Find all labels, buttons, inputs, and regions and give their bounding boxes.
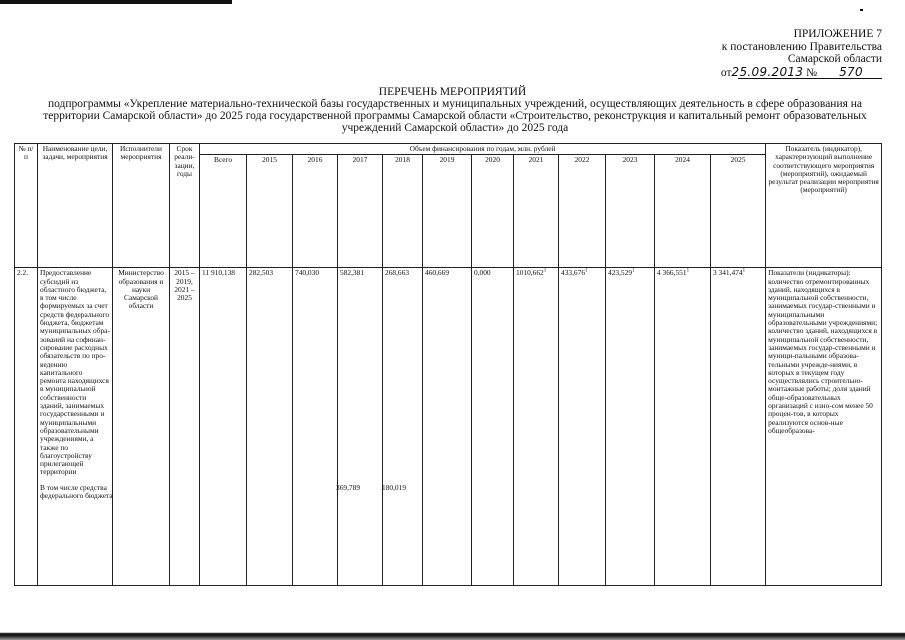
header-year: 2022 (559, 155, 606, 268)
row-executor: Министерство образования и науки Самарской области (113, 268, 170, 586)
date-prefix: от (720, 67, 732, 79)
appendix-heading: ПРИЛОЖЕНИЕ 7 (793, 28, 882, 40)
row-num: 2.2. (15, 268, 38, 586)
appendix-date-line (692, 66, 882, 79)
table-row (15, 268, 882, 586)
row-value: 582,381 (338, 268, 383, 586)
header-name: Наименование цели, задачи, мероприятия (38, 144, 113, 268)
header-funding: Объем финансирования по годам, млн. рублей (200, 144, 766, 155)
row-value: 4 366,551$^1$ (655, 268, 711, 586)
row-value: 1010,662$^1$ (514, 268, 559, 586)
header-year: 2023 (606, 155, 655, 268)
document-subtitle: подпрограммы «Укрепление материально-технической базы государственных и муниципальных учреждений, осуществляющих деятельность в сфере образования на территории Самарской области» до 2025 года государственной программы Самарской области «Строительство, реконструкция и капитальный ремонт образовательных учреждений Самарской области» до 2025 года (43, 98, 867, 134)
row-name-text: Предоставление субсидий из областного бюджета, в том числе формируемых за счет средств федерального бюджета, бюджетам муниципальных обра-зований на софинан-сирование расходных обязательств по про-ведению капитального ремонта находящихся в муниципальной собственности зданий, занимаемых государственными и муниципальными образовательными учреждениями, а также по благоустройству прилегающей территории (40, 268, 110, 477)
header-year: 2016 (293, 155, 338, 268)
row-value: 0,000 (472, 268, 514, 586)
header-term: Срок реали-зации, годы (170, 144, 200, 268)
federal-budget-label: В том числе средства федерального бюджета (40, 483, 113, 501)
scan-edge-bar (0, 0, 232, 4)
row-value: 433,676$^1$ (559, 268, 606, 586)
header-year: 2020 (472, 155, 514, 268)
header-year: 2017 (338, 155, 383, 268)
number-value: 570 (839, 65, 863, 79)
header-total: Всего (200, 155, 247, 268)
number-prefix: № (806, 67, 818, 79)
document-heading: ПЕРЕЧЕНЬ МЕРОПРИЯТИЙ (378, 86, 527, 98)
header-year: 2024 (655, 155, 711, 268)
header-year: 2021 (514, 155, 559, 268)
header-year: 2025 (711, 155, 766, 268)
measures-table (14, 143, 882, 586)
header-year: 2019 (423, 155, 472, 268)
row-total: 11 910,138 (200, 268, 247, 586)
date-value: 25.09.2013 (731, 65, 804, 79)
row-value: 3 341,474$^1$ (711, 268, 766, 586)
row-term: 2015 – 2019, 2021 – 2025 (170, 268, 200, 586)
row-indicator: Показатели (индикаторы): количество отремонтированных зданий, находящихся в муниципальной собственности, занимаемых государ-ственными и муниципальными образовательными учреждениями; количество зданий, находящихся в муниципальной собственности, занимаемых государ-ственными и муници-пальными образова-тельными учрежде-ниями, в которых в текущем году осуществлялись строительно-монтажные работы; доля зданий обще-образовательных организаций с изно-сом менее 50 процен-тов, в которых реализуются основ-ные общеобразова- (766, 268, 882, 586)
row-name (38, 268, 113, 586)
federal-2016-value: 369,789 (336, 483, 361, 492)
header-indicator: Показатель (индикатор), характеризующий выполнение соответствующего мероприятия (мероприятий), ожидаемый результат реализации мероприятия (мероприятий) (766, 144, 882, 268)
header-num: № п/п (15, 144, 38, 268)
row-value: 268,663 (383, 268, 423, 586)
header-year: 2018 (383, 155, 423, 268)
federal-2017-value: 180,019 (382, 483, 407, 492)
scan-speck (860, 9, 863, 11)
row-value: 423,529$^1$ (606, 268, 655, 586)
row-value: 460,669 (423, 268, 472, 586)
header-executor: Исполнители мероприятия (113, 144, 170, 268)
appendix-line-resolution: к постановлению Правительства (721, 41, 882, 53)
header-year: 2015 (247, 155, 293, 268)
row-value: 740,030 (293, 268, 338, 586)
row-value: 282,503 (247, 268, 293, 586)
scan-bottom-edge (0, 628, 905, 640)
table-header-row (15, 144, 882, 155)
appendix-block (692, 28, 882, 79)
appendix-line-region: Самарской области (787, 53, 882, 65)
